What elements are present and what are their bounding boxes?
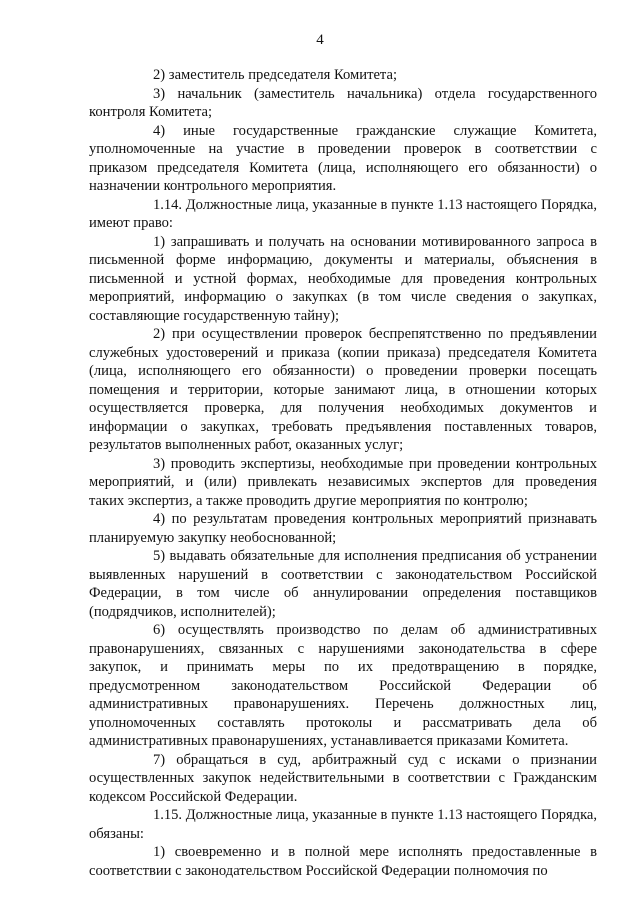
text-line: таких экспертиз, а также проводить другие мероприятия по контролю; <box>89 492 528 509</box>
text-line: письменной форме информацию, документы и материалы, объяснения в <box>89 252 597 268</box>
paragraph-p9 <box>89 547 597 621</box>
paragraph-p8 <box>89 510 597 547</box>
text-line: кодексом Российской Федерации. <box>89 788 298 805</box>
text-line: уполномоченные на участие в проведении проверок в соответствии с <box>89 141 597 157</box>
text-line: правонарушениях, связанных с нарушениями законодательства в сфере <box>89 640 597 657</box>
paragraph-p12 <box>89 806 597 843</box>
text-line: обязаны: <box>89 825 144 842</box>
text-line: Федерации, в том числе об аннулировании определения поставщиков <box>89 585 597 601</box>
paragraph-p5 <box>89 233 597 326</box>
paragraph-p10 <box>89 621 597 751</box>
text-line: составляющие государственную тайну); <box>89 307 340 324</box>
text-line: 3) проводить экспертизы, необходимые при проведении контрольных <box>153 455 597 472</box>
text-line: контроля Комитета; <box>89 104 213 120</box>
page-number: 4 <box>316 32 324 48</box>
text-line: административных правонарушениях, устанавливается приказами Комитета. <box>89 733 569 749</box>
text-line: 2) при осуществлении проверок беспрепятственно по предъявлении <box>153 326 597 342</box>
text-line: 2) заместитель председателя Комитета; <box>153 67 398 83</box>
paragraph-p2 <box>89 85 597 122</box>
text-line: (подрядчиков, исполнителей); <box>89 603 276 620</box>
text-line: служебных удостоверений и приказа (копии приказа) председателя Комитета <box>89 344 597 361</box>
text-line: закупок, и принимать меры по их предотвращению в порядке, <box>89 659 597 675</box>
text-line: мероприятий, и (или) привлекать независимых экспертов для проведения <box>89 474 597 490</box>
text-line: соответствии с законодательством Российской Федерации полномочия по <box>89 862 548 879</box>
text-line: предусмотренном законодательством Российской Федерации об <box>89 677 597 694</box>
text-line: выявленных нарушений в соответствии с законодательством Российской <box>89 566 597 583</box>
text-line: мероприятий, информацию о закупках (в том числе сведения о закупках, <box>89 289 597 305</box>
text-line: 1) запрашивать и получать на основании мотивированного запроса в <box>153 233 597 250</box>
text-line: приказом председателя Комитета (лица, исполняющего его обязанности) о <box>89 159 597 176</box>
paragraph-p1 <box>89 66 597 85</box>
paragraph-p6 <box>89 325 597 455</box>
text-line: 1.15. Должностные лица, указанные в пункте 1.13 настоящего Порядка, <box>153 807 597 823</box>
text-line: 4) иные государственные гражданские служащие Комитета, <box>153 122 597 139</box>
text-line: осуществляется проверка, для получения необходимых документов и <box>89 400 597 416</box>
paragraph-p13 <box>89 843 597 880</box>
paragraph-p7 <box>89 455 597 511</box>
text-line: результатов выполненных работ, оказанных услуг; <box>89 437 404 453</box>
text-line: уполномоченных составлять протоколы и рассматривать дела об <box>89 714 597 731</box>
paragraph-p4 <box>89 196 597 233</box>
text-line: 1) своевременно и в полной мере исполнять предоставленные в <box>153 844 597 860</box>
paragraph-p3 <box>89 122 597 196</box>
paragraph-p11 <box>89 751 597 807</box>
text-line: письменной и устной формах, необходимые для проведения контрольных <box>89 270 597 287</box>
text-line: (лица, исполняющего его обязанности) о проведении проверки посещать <box>89 363 597 379</box>
text-line: 3) начальник (заместитель начальника) отдела государственного <box>153 85 597 102</box>
text-line: 1.14. Должностные лица, указанные в пункте 1.13 настоящего Порядка, <box>153 196 597 213</box>
text-line: имеют право: <box>89 215 173 231</box>
text-line: планируемую закупку необоснованной; <box>89 529 337 546</box>
text-line: 4) по результатам проведения контрольных мероприятий признавать <box>153 511 597 527</box>
text-line: 5) выдавать обязательные для исполнения предписания об устранении <box>153 548 597 564</box>
text-line: информации о закупках, требовать предъявления поставленных товаров, <box>89 418 597 435</box>
text-line: 7) обращаться в суд, арбитражный суд с исками о признании <box>153 751 597 768</box>
text-line: помещения и территории, которые занимают лица, в отношении которых <box>89 381 597 398</box>
document-body <box>89 66 597 880</box>
text-line: назначении контрольного мероприятия. <box>89 178 337 194</box>
text-line: осуществленных закупок недействительными в соответствии с Гражданским <box>89 770 597 786</box>
text-line: 6) осуществлять производство по делам об административных <box>153 622 597 638</box>
text-line: административных правонарушениях. Перечень должностных лиц, <box>89 696 597 712</box>
